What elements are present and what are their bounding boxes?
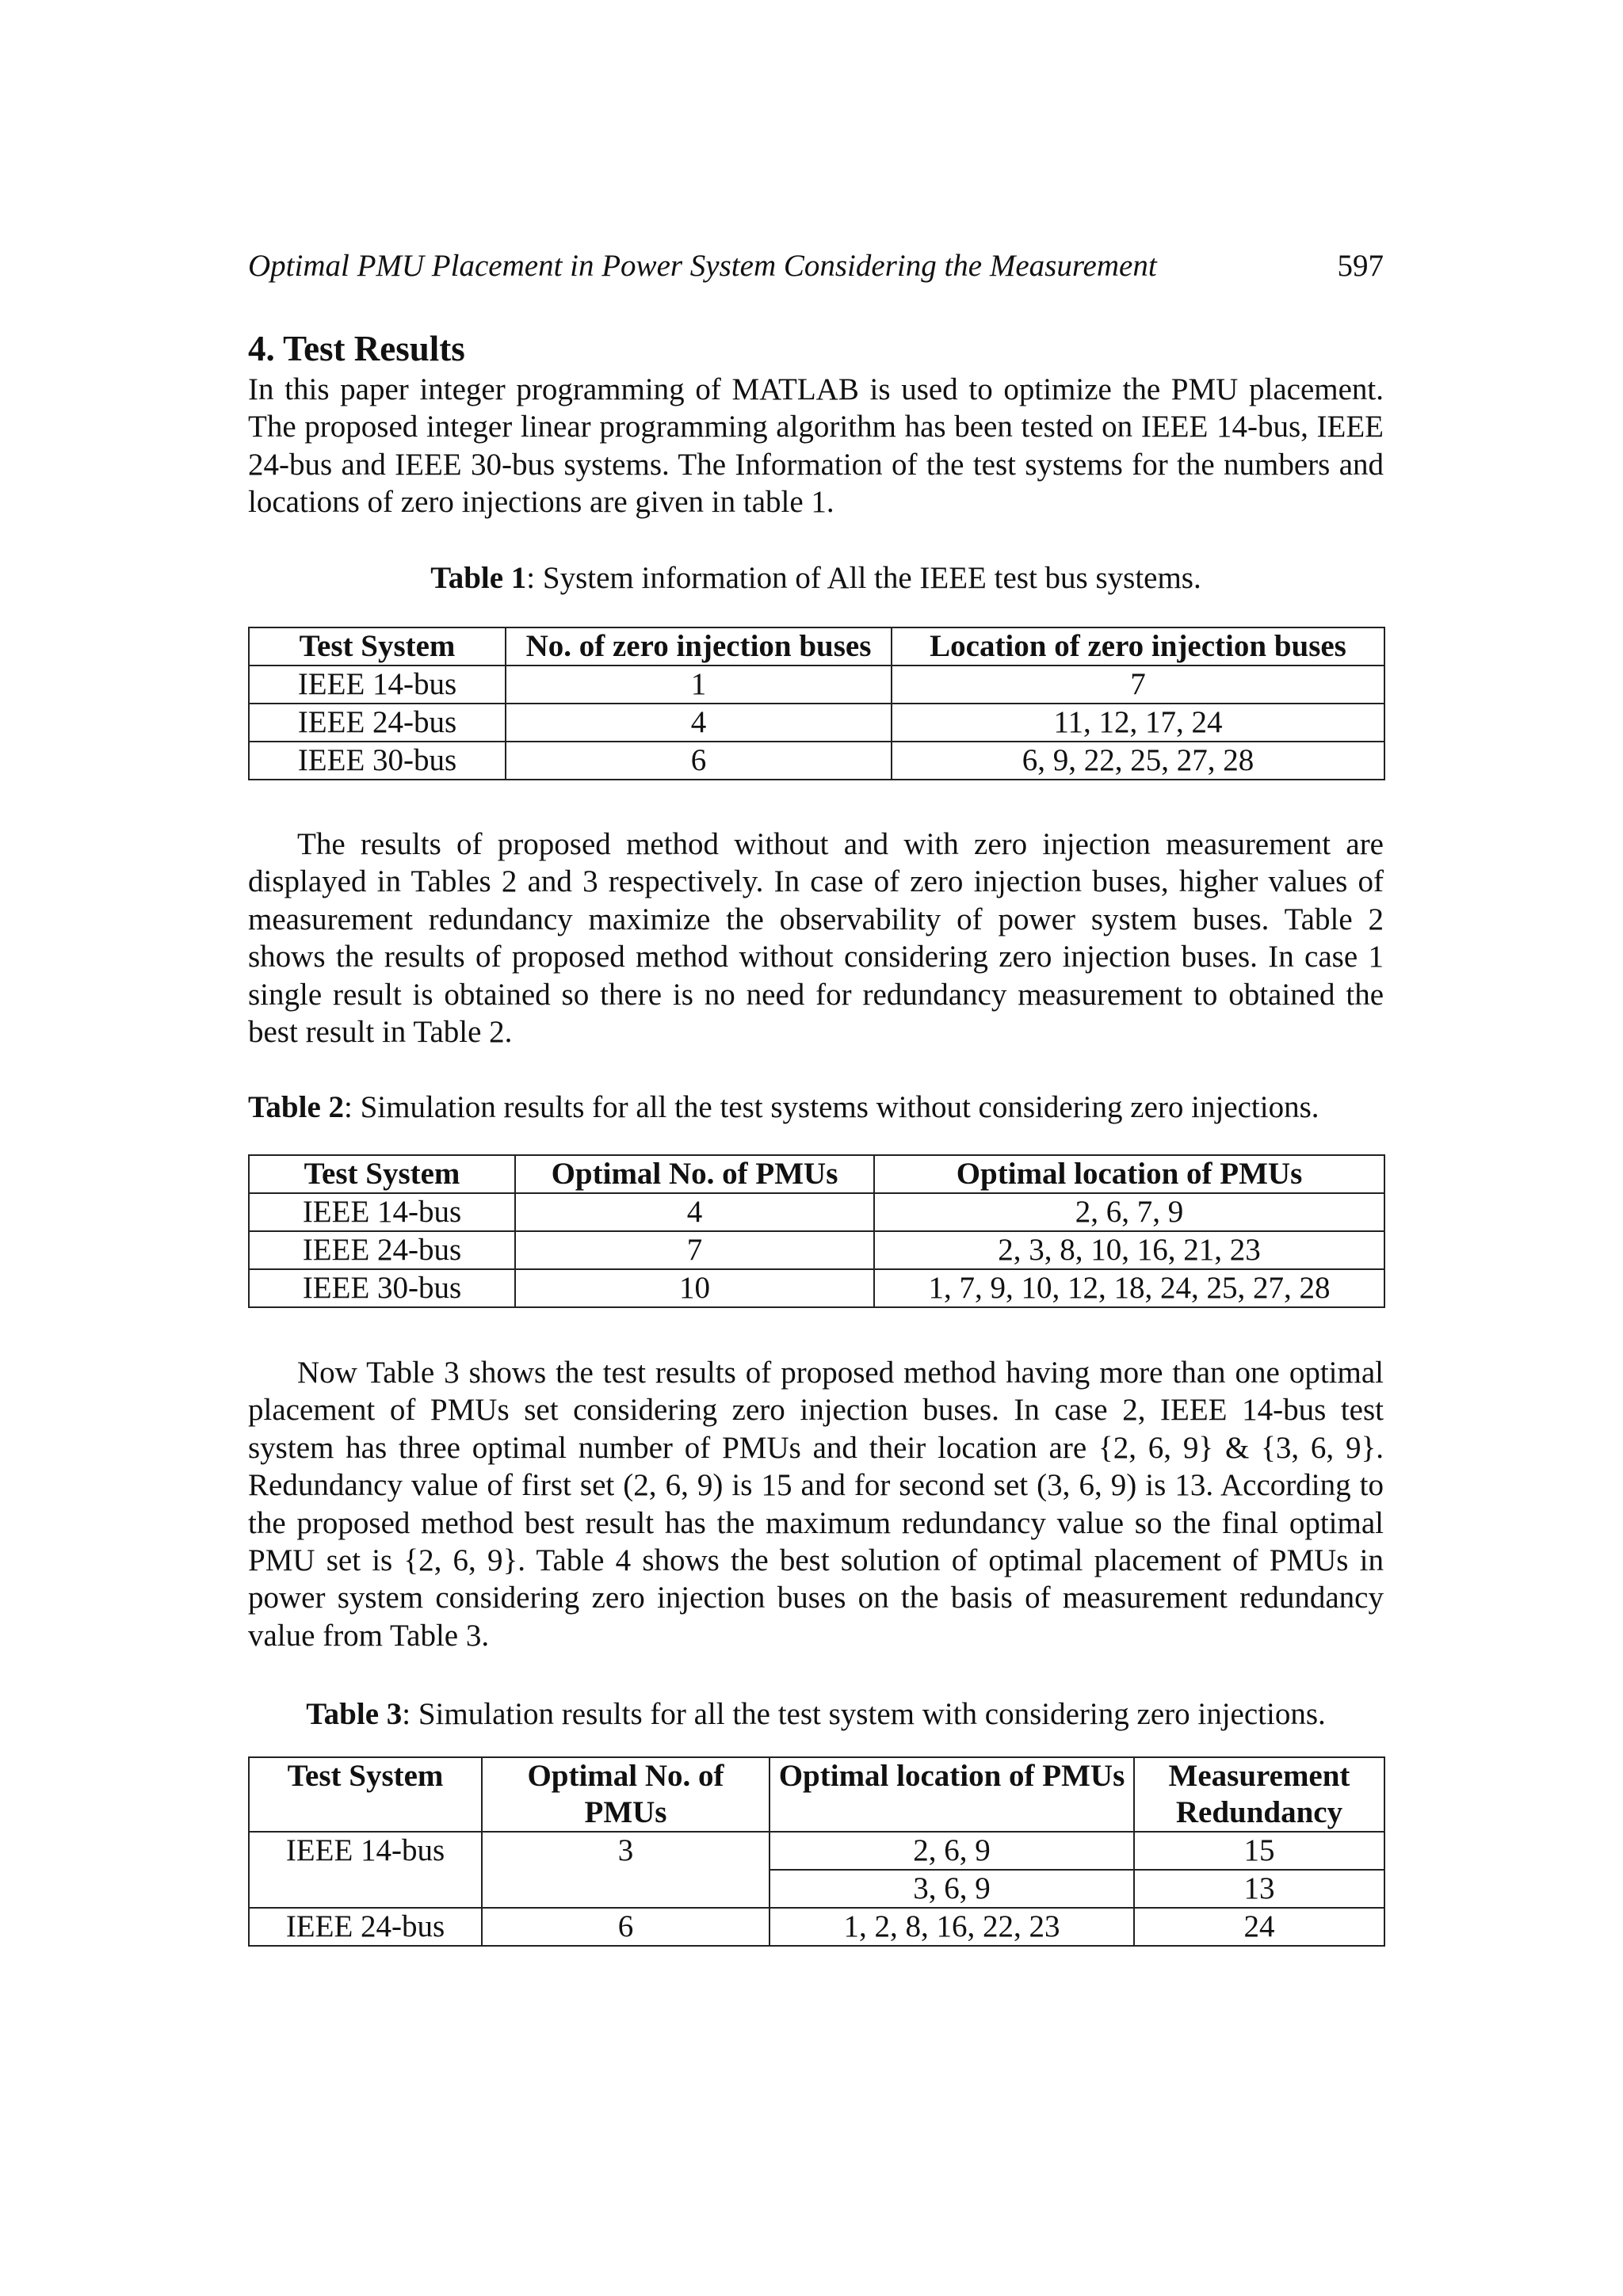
table1-caption-text: : System information of All the IEEE test bus systems. <box>526 561 1201 595</box>
table-cell: 2, 3, 8, 10, 16, 21, 23 <box>874 1231 1384 1269</box>
table-cell: IEEE 24-bus <box>249 1908 482 1946</box>
table1-caption <box>248 559 1384 597</box>
running-header <box>248 247 1384 285</box>
table-cell: 2, 6, 7, 9 <box>874 1193 1384 1231</box>
table-cell: 15 <box>1134 1832 1384 1870</box>
table-cell: 3, 6, 9 <box>769 1870 1134 1908</box>
table1 <box>248 627 1385 780</box>
table-cell: IEEE 14-bus <box>249 1193 515 1231</box>
table-cell: IEEE 30-bus <box>249 1269 515 1307</box>
table3-caption <box>248 1695 1384 1733</box>
table3-label: Table 3 <box>306 1697 403 1731</box>
table-row <box>249 1269 1384 1307</box>
table3-header-cell: Test System <box>249 1757 482 1832</box>
table-row <box>249 1832 1384 1870</box>
table-row <box>249 1908 1384 1946</box>
table-cell: 1 <box>506 666 892 704</box>
table-cell: 24 <box>1134 1908 1384 1946</box>
table-cell: 13 <box>1134 1870 1384 1908</box>
table2-label: Table 2 <box>248 1090 345 1124</box>
paragraph-table3-discussion: Now Table 3 shows the test results of proposed method having more than one optimal placement of PMUs set considering zero injection buses. In case 2, IEEE 14-bus test system has three optimal number of PMUs and their location are {2, 6, 9} & {3, 6, 9}. Redundancy value of first set (2, 6, 9) is 15 and for second set (3, 6, 9) is 13. According to the proposed method best result has the maximum redundancy value so the final optimal PMU set is {2, 6, 9}. Table 4 shows the best solution of optimal placement of PMUs in power system considering zero injection buses on the basis of measurement redundancy value from Table 3. <box>248 1356 1384 1653</box>
table2-header-cell: Optimal No. of PMUs <box>515 1155 874 1193</box>
section-heading: 4. Test Results <box>248 329 465 368</box>
table-cell: 4 <box>506 704 892 742</box>
table-cell: IEEE 30-bus <box>249 742 506 780</box>
table3-caption-text: : Simulation results for all the test system with considering zero injections. <box>402 1697 1326 1731</box>
table3-header-cell: Optimal location of PMUs <box>769 1757 1134 1832</box>
table-cell: 6, 9, 22, 25, 27, 28 <box>892 742 1384 780</box>
table2 <box>248 1154 1385 1308</box>
table1-header-row <box>249 627 1384 666</box>
table-row <box>249 742 1384 780</box>
table-cell: 3 <box>482 1832 769 1870</box>
table-cell: IEEE 24-bus <box>249 1231 515 1269</box>
table-cell: 7 <box>892 666 1384 704</box>
table-cell: IEEE 14-bus <box>249 1832 482 1870</box>
table-row <box>249 1231 1384 1269</box>
table3-header-row <box>249 1757 1384 1832</box>
table3-header-cell: Measurement Redundancy <box>1134 1757 1384 1832</box>
table2-caption-text: : Simulation results for all the test systems without considering zero injections. <box>344 1090 1319 1124</box>
table-cell: 10 <box>515 1269 874 1307</box>
table1-header-cell: Test System <box>249 627 506 666</box>
table2-header-row <box>249 1155 1384 1193</box>
table-cell <box>249 1870 482 1908</box>
table2-caption <box>248 1089 1384 1126</box>
paragraph-intro: In this paper integer programming of MATLAB is used to optimize the PMU placement. The proposed integer linear programming algorithm has been tested on IEEE 14-bus, IEEE 24-bus and IEEE 30-bus systems. The Information of the test systems for the numbers and locations of zero injections are given in table 1. <box>248 372 1384 520</box>
table3 <box>248 1756 1385 1947</box>
paragraph-results: The results of proposed method without and with zero injection measurement are displayed in Tables 2 and 3 respectively. In case of zero injection buses, higher values of measurement redundancy maximize the observability of power system buses. Table 2 shows the results of proposed method without considering zero injection buses. In case 1 single result is obtained so there is no need for redundancy measurement to obtained the best result in Table 2. <box>248 827 1384 1050</box>
table-cell: 2, 6, 9 <box>769 1832 1134 1870</box>
table-cell: IEEE 24-bus <box>249 704 506 742</box>
table1-label: Table 1 <box>430 561 527 595</box>
table-row <box>249 704 1384 742</box>
table-cell: 1, 7, 9, 10, 12, 18, 24, 25, 27, 28 <box>874 1269 1384 1307</box>
page-number: 597 <box>1337 249 1384 283</box>
table-row <box>249 666 1384 704</box>
table1-header-cell: No. of zero injection buses <box>506 627 892 666</box>
table-cell: 6 <box>482 1908 769 1946</box>
table-cell: 6 <box>506 742 892 780</box>
table-row <box>249 1870 1384 1908</box>
table2-header-cell: Test System <box>249 1155 515 1193</box>
table-cell: 1, 2, 8, 16, 22, 23 <box>769 1908 1134 1946</box>
table-cell <box>482 1870 769 1908</box>
table-cell: IEEE 14-bus <box>249 666 506 704</box>
table-cell: 4 <box>515 1193 874 1231</box>
table-row <box>249 1193 1384 1231</box>
table-cell: 7 <box>515 1231 874 1269</box>
table1-header-cell: Location of zero injection buses <box>892 627 1384 666</box>
table2-header-cell: Optimal location of PMUs <box>874 1155 1384 1193</box>
running-title: Optimal PMU Placement in Power System Considering the Measurement <box>248 249 1157 283</box>
table-cell: 11, 12, 17, 24 <box>892 704 1384 742</box>
table3-header-cell: Optimal No. of PMUs <box>482 1757 769 1832</box>
